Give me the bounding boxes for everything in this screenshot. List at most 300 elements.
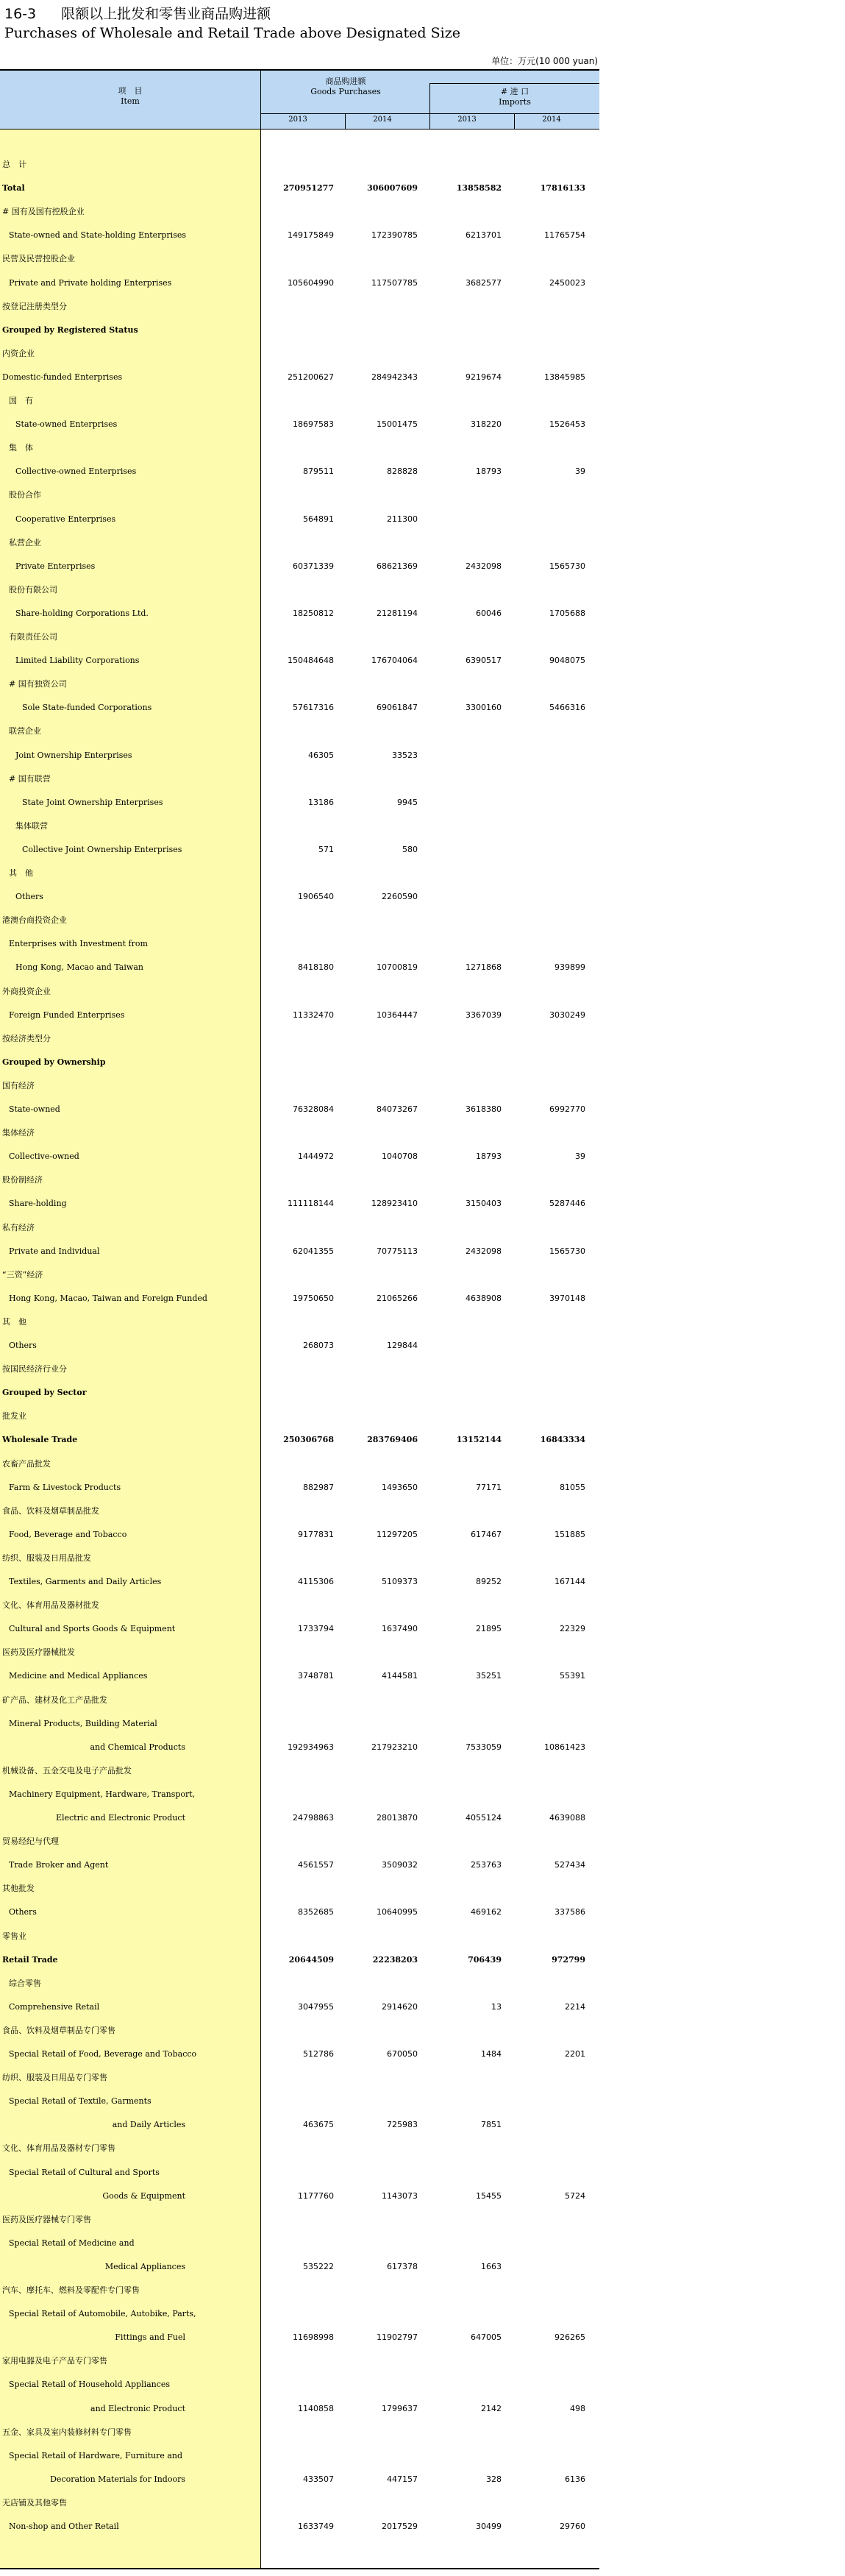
cell-value: 4055124: [466, 1813, 502, 1823]
row-label: 零售业: [2, 1931, 26, 1941]
cell-value: 77171: [476, 1482, 502, 1492]
cell-value: 176704064: [371, 656, 418, 666]
table-row: [0, 2161, 599, 2185]
cell-value: 7533059: [466, 1742, 502, 1752]
cell-value: 29760: [560, 2522, 585, 2531]
table-row: [0, 531, 599, 555]
row-label: Limited Liability Corporations: [15, 656, 140, 666]
row-label: Wholesale Trade: [2, 1435, 78, 1445]
table-row: [0, 2208, 599, 2232]
cell-value: 39: [575, 466, 585, 477]
table-row: [0, 1853, 599, 1877]
cell-value: 8418180: [298, 962, 334, 973]
row-label: State-owned: [9, 1104, 60, 1114]
cell-value: 18793: [476, 1152, 502, 1162]
row-label: Grouped by Registered Status: [2, 324, 138, 335]
cell-value: 21895: [476, 1624, 502, 1634]
row-label: 家用电器及电子产品专门零售: [2, 2356, 107, 2366]
table-row: [0, 2444, 599, 2468]
cell-value: 2432098: [466, 1246, 502, 1256]
row-label: Food, Beverage and Tobacco: [9, 1529, 127, 1539]
cell-value: 11297205: [377, 1529, 418, 1539]
row-label: Mineral Products, Building Material: [9, 1718, 157, 1728]
table-row: [0, 2279, 599, 2302]
table-row: [0, 1523, 599, 1547]
row-label: and Daily Articles: [112, 2120, 185, 2130]
cell-value: 3682577: [466, 277, 502, 288]
table-row: [0, 1806, 599, 1830]
row-label: # 国有及国有控股企业: [2, 207, 85, 217]
year-row-rule: [260, 113, 599, 114]
table-row: [0, 153, 599, 177]
cell-value: 647005: [471, 2332, 502, 2343]
row-label: Machinery Equipment, Hardware, Transport,: [9, 1789, 196, 1799]
cell-value: 1271868: [466, 962, 502, 973]
imports-header: [430, 87, 599, 107]
row-label: 股份制经济: [2, 1175, 43, 1185]
cell-value: 5724: [565, 2190, 585, 2201]
cell-value: 3367039: [466, 1010, 502, 1020]
cell-value: 7851: [481, 2120, 502, 2130]
row-label: 国有经济: [2, 1080, 35, 1090]
cell-value: 3150403: [466, 1199, 502, 1209]
row-label: Cooperative Enterprises: [15, 514, 116, 524]
row-label: Textiles, Garments and Daily Articles: [9, 1577, 162, 1586]
cell-value: 62041355: [293, 1246, 334, 1256]
table-row: [0, 791, 599, 815]
table-row: [0, 838, 599, 862]
cell-value: 1143073: [382, 2190, 418, 2201]
table-row: [0, 1051, 599, 1074]
cell-value: 1799637: [382, 2403, 418, 2413]
row-label: 其他批发: [2, 1884, 35, 1894]
row-label: Special Retail of Automobile, Autobike, Parts,: [9, 2309, 196, 2319]
cell-value: 4638908: [466, 1293, 502, 1303]
cell-value: 9177831: [298, 1529, 334, 1539]
row-label: 贸易经纪与代理: [2, 1837, 59, 1847]
table-row: [0, 696, 599, 720]
cell-value: 5109373: [382, 1577, 418, 1586]
row-label: 私营企业: [9, 537, 41, 547]
cell-value: 4144581: [382, 1671, 418, 1681]
table-row: [0, 1641, 599, 1664]
cell-value: 1733794: [298, 1624, 334, 1634]
cell-value: 5287446: [549, 1199, 585, 1209]
table-row: [0, 578, 599, 602]
table-row: [0, 862, 599, 885]
table-row: [0, 555, 599, 578]
cell-value: 926265: [555, 2332, 585, 2343]
row-label: 内资企业: [2, 348, 35, 358]
row-label: Private Enterprises: [15, 561, 96, 571]
table-row: [0, 1948, 599, 1972]
row-label: Foreign Funded Enterprises: [9, 1010, 125, 1020]
row-label: Trade Broker and Agent: [9, 1860, 109, 1870]
cell-value: 18250812: [293, 608, 334, 618]
row-label: Comprehensive Retail: [9, 2001, 100, 2012]
row-label: 综合零售: [9, 1978, 41, 1988]
cell-value: 8352685: [298, 1907, 334, 1917]
table-row: [0, 436, 599, 460]
table-row: [0, 247, 599, 271]
cell-value: 2017529: [382, 2522, 418, 2531]
row-label: Retail Trade: [2, 1954, 58, 1965]
row-label: Special Retail of Household Appliances: [9, 2380, 171, 2390]
table-row: [0, 2066, 599, 2090]
item-header-en: Item: [121, 96, 140, 106]
cell-value: 527434: [555, 1860, 585, 1870]
cell-value: 211300: [387, 514, 418, 524]
goods-purchases-header-en: Goods Purchases: [310, 87, 381, 96]
table-row: [0, 1310, 599, 1334]
table-row: [0, 885, 599, 909]
divider-year-3: [514, 113, 515, 129]
row-label: Medical Appliances: [104, 2261, 185, 2271]
cell-value: 882987: [303, 1482, 334, 1492]
table-row: [0, 1098, 599, 1121]
row-label: State-owned Enterprises: [15, 419, 118, 430]
table-row: [0, 980, 599, 1004]
year-header-2: 2014: [373, 116, 392, 124]
table-row: [0, 460, 599, 483]
cell-value: 1565730: [549, 1246, 585, 1256]
cell-value: 16843334: [540, 1435, 585, 1445]
row-label: Grouped by Sector: [2, 1388, 87, 1398]
cell-value: 6136: [565, 2474, 585, 2484]
row-label: Joint Ownership Enterprises: [15, 750, 132, 760]
row-label: “三资”经济: [2, 1269, 43, 1280]
cell-value: 13845985: [544, 372, 585, 382]
cell-value: 447157: [387, 2474, 418, 2484]
cell-value: 4561557: [298, 1860, 334, 1870]
cell-value: 128923410: [371, 1199, 418, 1209]
row-label: Special Retail of Medicine and: [9, 2238, 135, 2248]
table-row: [0, 956, 599, 979]
cell-value: 725983: [387, 2120, 418, 2130]
table-row: [0, 1500, 599, 1523]
table-row: [0, 1405, 599, 1428]
row-label: Collective Joint Ownership Enterprises: [22, 844, 182, 854]
table-row: [0, 1689, 599, 1712]
cell-value: 3509032: [382, 1860, 418, 1870]
cell-value: 150484648: [288, 656, 334, 666]
row-label: Enterprises with Investment from: [9, 939, 148, 949]
cell-value: 76328084: [293, 1104, 334, 1114]
cell-value: 68621369: [377, 561, 418, 571]
row-label: Hong Kong, Macao, Taiwan and Foreign Funded: [9, 1293, 207, 1303]
row-label: 外商投资企业: [2, 986, 51, 996]
cell-value: 3970148: [549, 1293, 585, 1303]
table-row: [0, 1216, 599, 1240]
row-label: 集体联营: [15, 820, 48, 831]
table-bottom-rule: [0, 2568, 599, 2569]
table-row: [0, 1712, 599, 1736]
cell-value: 2914620: [382, 2001, 418, 2012]
row-label: Fittings and Fuel: [115, 2332, 185, 2343]
row-label: Special Retail of Hardware, Furniture and: [9, 2450, 183, 2460]
row-label: Farm & Livestock Products: [9, 1482, 121, 1492]
cell-value: 1140858: [298, 2403, 334, 2413]
row-label: Special Retail of Food, Beverage and Tobacco: [9, 2049, 197, 2059]
cell-value: 3047955: [298, 2001, 334, 2012]
row-label: Domestic-funded Enterprises: [2, 372, 123, 382]
cell-value: 1444972: [298, 1152, 334, 1162]
cell-value: 318220: [471, 419, 502, 430]
cell-value: 24798863: [293, 1813, 334, 1823]
table-row: [0, 1925, 599, 1948]
cell-value: 469162: [471, 1907, 502, 1917]
row-label: 其 他: [9, 868, 33, 878]
cell-value: 1040708: [382, 1152, 418, 1162]
row-label: 机械设备、五金交电及电子产品批发: [2, 1765, 132, 1775]
row-label: and Electronic Product: [90, 2403, 185, 2413]
cell-value: 10640995: [377, 1907, 418, 1917]
row-label: Sole State-funded Corporations: [22, 703, 152, 713]
cell-value: 3618380: [466, 1104, 502, 1114]
cell-value: 1637490: [382, 1624, 418, 1634]
cell-value: 117507785: [371, 277, 418, 288]
table-row: [0, 1334, 599, 1358]
cell-value: 9219674: [466, 372, 502, 382]
row-label: 集 体: [9, 443, 33, 453]
table-row: [0, 1476, 599, 1500]
cell-value: 270951277: [283, 183, 334, 194]
cell-value: 1177760: [298, 2190, 334, 2201]
cell-value: 571: [318, 844, 334, 854]
row-label: # 国有联营: [9, 773, 51, 784]
cell-value: 70775113: [377, 1246, 418, 1256]
cell-value: 498: [570, 2403, 585, 2413]
cell-value: 617467: [471, 1529, 502, 1539]
table-row: [0, 1428, 599, 1452]
cell-value: 111118144: [288, 1199, 334, 1209]
table-row: [0, 413, 599, 436]
cell-value: 55391: [560, 1671, 585, 1681]
table-row: [0, 1121, 599, 1145]
cell-value: 2214: [565, 2001, 585, 2012]
table-row: [0, 767, 599, 791]
table-row: [0, 2421, 599, 2444]
cell-value: 3300160: [466, 703, 502, 713]
cell-value: 10700819: [377, 962, 418, 973]
cell-value: 1565730: [549, 561, 585, 571]
cell-value: 4639088: [549, 1813, 585, 1823]
row-label: 总 计: [2, 160, 26, 169]
cell-value: 1705688: [549, 608, 585, 618]
table-row: [0, 366, 599, 389]
cell-value: 35251: [476, 1671, 502, 1681]
unit-label: 单位：万元(10 000 yuan): [491, 56, 598, 66]
cell-value: 564891: [303, 514, 334, 524]
row-label: Non-shop and Other Retail: [9, 2522, 119, 2531]
cell-value: 19750650: [293, 1293, 334, 1303]
row-label: 按登记注册类型分: [2, 301, 67, 311]
cell-value: 1484: [481, 2049, 502, 2059]
cell-value: 4115306: [298, 1577, 334, 1586]
cell-value: 151885: [555, 1529, 585, 1539]
cell-value: 1663: [481, 2261, 502, 2271]
row-label: Share-holding: [9, 1199, 67, 1209]
row-label: Cultural and Sports Goods & Equipment: [9, 1624, 176, 1634]
cell-value: 30499: [476, 2522, 502, 2531]
table-row: [0, 1074, 599, 1098]
cell-value: 284942343: [371, 372, 418, 382]
row-label: 文化、体育用品及器材专门零售: [2, 2143, 115, 2154]
cell-value: 21281194: [377, 608, 418, 618]
table-row: [0, 1995, 599, 2019]
cell-value: 253763: [471, 1860, 502, 1870]
cell-value: 939899: [555, 962, 585, 973]
cell-value: 670050: [387, 2049, 418, 2059]
cell-value: 706439: [468, 1954, 502, 1965]
row-label: 民营及民营控股企业: [2, 254, 75, 264]
cell-value: 2260590: [382, 892, 418, 902]
row-label: 有限责任公司: [9, 632, 57, 642]
cell-value: 580: [402, 844, 418, 854]
table-row: [0, 224, 599, 247]
divider-year-1: [345, 113, 346, 129]
table-row: [0, 1783, 599, 1806]
goods-purchases-header: [261, 77, 430, 97]
table-row: [0, 1192, 599, 1216]
row-label: Medicine and Medical Appliances: [9, 1671, 148, 1681]
cell-value: 433507: [303, 2474, 334, 2484]
table-row: [0, 1452, 599, 1476]
row-label: 其 他: [2, 1316, 26, 1327]
table-row: [0, 2468, 599, 2491]
imports-header-zh: # 进 口: [500, 87, 530, 96]
cell-value: 828828: [387, 466, 418, 477]
row-label: Total: [2, 183, 25, 194]
table-row: [0, 2302, 599, 2326]
cell-value: 13152144: [456, 1435, 502, 1445]
cell-value: 11765754: [544, 230, 585, 241]
table-row: [0, 1759, 599, 1783]
item-header-zh: 项 目: [118, 86, 143, 96]
table-row: [0, 649, 599, 673]
table-row: [0, 2113, 599, 2137]
cell-value: 1906540: [298, 892, 334, 902]
cell-value: 22238203: [372, 1954, 418, 1965]
cell-value: 5466316: [549, 703, 585, 713]
cell-value: 13: [491, 2001, 502, 2012]
row-label: 联营企业: [9, 726, 41, 737]
cell-value: 11332470: [293, 1010, 334, 1020]
cell-value: 617378: [387, 2261, 418, 2271]
row-label: 文化、体育用品及器材批发: [2, 1600, 99, 1611]
table-row: [0, 1263, 599, 1287]
row-label: 医药及医疗器械批发: [2, 1647, 75, 1658]
table-row: [0, 389, 599, 413]
row-label: State-owned and State-holding Enterprises: [9, 230, 187, 241]
cell-value: 172390785: [371, 230, 418, 241]
table-row: [0, 319, 599, 342]
table-row: [0, 2255, 599, 2279]
table-row: [0, 720, 599, 743]
row-label: Private and Private holding Enterprises: [9, 277, 172, 288]
cell-value: 1633749: [298, 2522, 334, 2531]
year-header-1: 2013: [288, 116, 307, 124]
goods-purchases-header-zh: 商品购进额: [325, 77, 366, 86]
table-row: [0, 909, 599, 932]
row-label: Electric and Electronic Product: [55, 1813, 185, 1823]
cell-value: 6992770: [549, 1104, 585, 1114]
table-row: [0, 2373, 599, 2396]
cell-value: 11902797: [377, 2332, 418, 2343]
cell-value: 972799: [552, 1954, 585, 1965]
table-row: [0, 2043, 599, 2066]
cell-value: 81055: [560, 1482, 585, 1492]
table-row: [0, 177, 599, 200]
cell-value: 20644509: [288, 1954, 334, 1965]
table-row: [0, 932, 599, 956]
cell-value: 10364447: [377, 1010, 418, 1020]
cell-value: 22329: [560, 1624, 585, 1634]
row-label: Goods & Equipment: [102, 2190, 185, 2201]
cell-value: 15001475: [377, 419, 418, 430]
cell-value: 2450023: [549, 277, 585, 288]
year-header-4: 2014: [542, 116, 561, 124]
table-row: [0, 1240, 599, 1263]
row-label: 矿产品、建材及化工产品批发: [2, 1695, 107, 1705]
table-row: [0, 744, 599, 767]
table-row: [0, 2185, 599, 2208]
cell-value: 129844: [387, 1341, 418, 1350]
row-label: 无店铺及其他零售: [2, 2497, 67, 2508]
row-label: 汽车、摩托车、燃料及零配件专门零售: [2, 2285, 140, 2295]
table-row: [0, 1004, 599, 1027]
cell-value: 2432098: [466, 561, 502, 571]
row-label: 集体经济: [2, 1128, 35, 1138]
cell-value: 17816133: [540, 183, 585, 194]
row-label: State Joint Ownership Enterprises: [22, 797, 163, 807]
row-label: Special Retail of Cultural and Sports: [9, 2167, 160, 2177]
table-row: [0, 2019, 599, 2043]
row-label: 按经济类型分: [2, 1033, 51, 1043]
table-row: [0, 2232, 599, 2255]
table-row: [0, 1027, 599, 1051]
table-row: [0, 483, 599, 507]
cell-value: 11698998: [293, 2332, 334, 2343]
cell-value: 306007609: [367, 183, 418, 194]
table-row: [0, 1358, 599, 1381]
cell-value: 192934963: [288, 1742, 334, 1752]
table-row: [0, 2491, 599, 2515]
cell-value: 149175849: [288, 230, 334, 241]
page-title: [4, 3, 271, 23]
table-row: [0, 1972, 599, 1995]
table-row: [0, 625, 599, 649]
table-row: [0, 602, 599, 625]
row-label: # 国有独资公司: [9, 679, 67, 689]
table-row: [0, 1145, 599, 1168]
row-label: Others: [9, 1341, 37, 1350]
table-row: [0, 2090, 599, 2113]
table-row: [0, 2137, 599, 2160]
table-row: [0, 1168, 599, 1192]
table-row: [0, 1547, 599, 1570]
imports-header-en: Imports: [499, 97, 531, 107]
cell-value: 39: [575, 1152, 585, 1162]
cell-value: 6390517: [466, 656, 502, 666]
item-header: [0, 86, 260, 107]
row-label: Collective-owned Enterprises: [15, 466, 137, 477]
cell-value: 15455: [476, 2190, 502, 2201]
table-row: [0, 200, 599, 224]
row-label: Grouped by Ownership: [2, 1057, 106, 1067]
table-row: [0, 1287, 599, 1310]
table-row: [0, 295, 599, 319]
